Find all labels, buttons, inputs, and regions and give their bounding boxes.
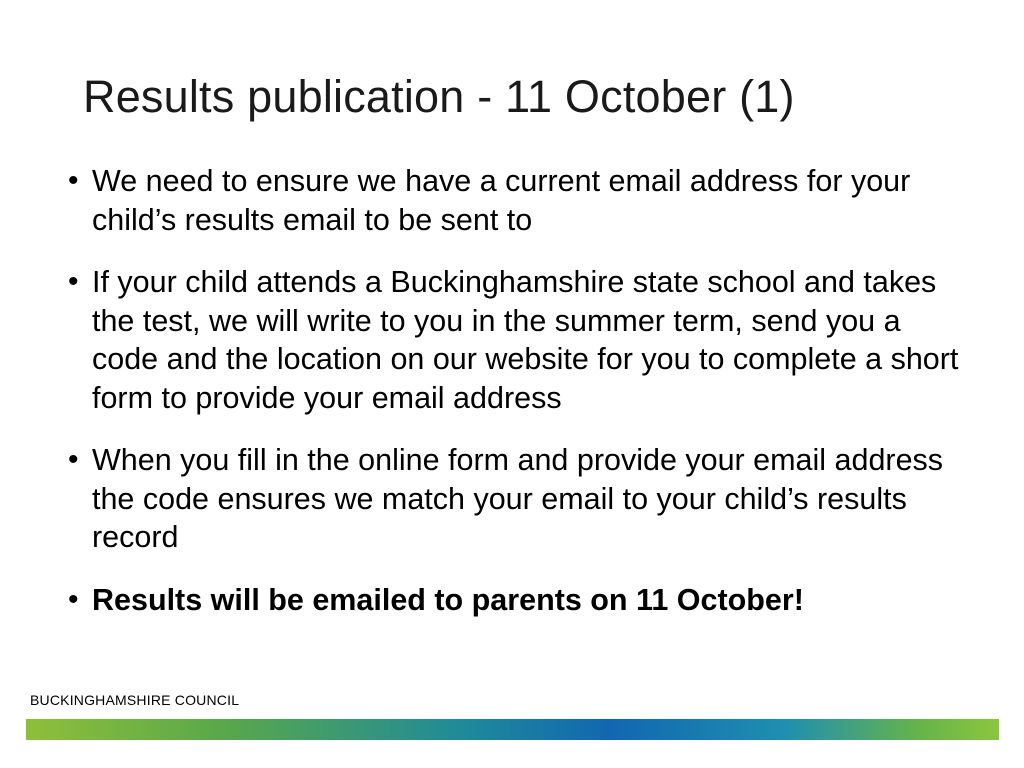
bullet-text: Results will be emailed to parents on 11 October! bbox=[92, 582, 804, 617]
bullet-item bbox=[68, 441, 968, 557]
bullet-dot-icon: • bbox=[68, 265, 79, 298]
bullet-item bbox=[68, 263, 968, 417]
bullet-text: If your child attends a Buckinghamshire state school and takes the test, we will write to you in the summer term, send you a code and the location on our website for you to complete a short form to provide your email address bbox=[92, 265, 959, 415]
slide-title: Results publication - 11 October (1) bbox=[83, 71, 795, 122]
footer-council-label: BUCKINGHAMSHIRE COUNCIL bbox=[30, 692, 240, 708]
bullet-text: We need to ensure we have a current email address for your child’s results email to be sent to bbox=[92, 164, 911, 237]
bullet-text: When you fill in the online form and provide your email address the code ensures we match your email to your child’s results record bbox=[92, 443, 944, 554]
bullet-dot-icon: • bbox=[68, 443, 79, 476]
footer-gradient-bar bbox=[26, 719, 999, 740]
bullet-dot-icon: • bbox=[68, 582, 79, 616]
bullet-item-highlight bbox=[68, 581, 968, 620]
bullet-dot-icon: • bbox=[68, 164, 79, 197]
bullet-list bbox=[68, 162, 968, 643]
bullet-item bbox=[68, 162, 968, 239]
